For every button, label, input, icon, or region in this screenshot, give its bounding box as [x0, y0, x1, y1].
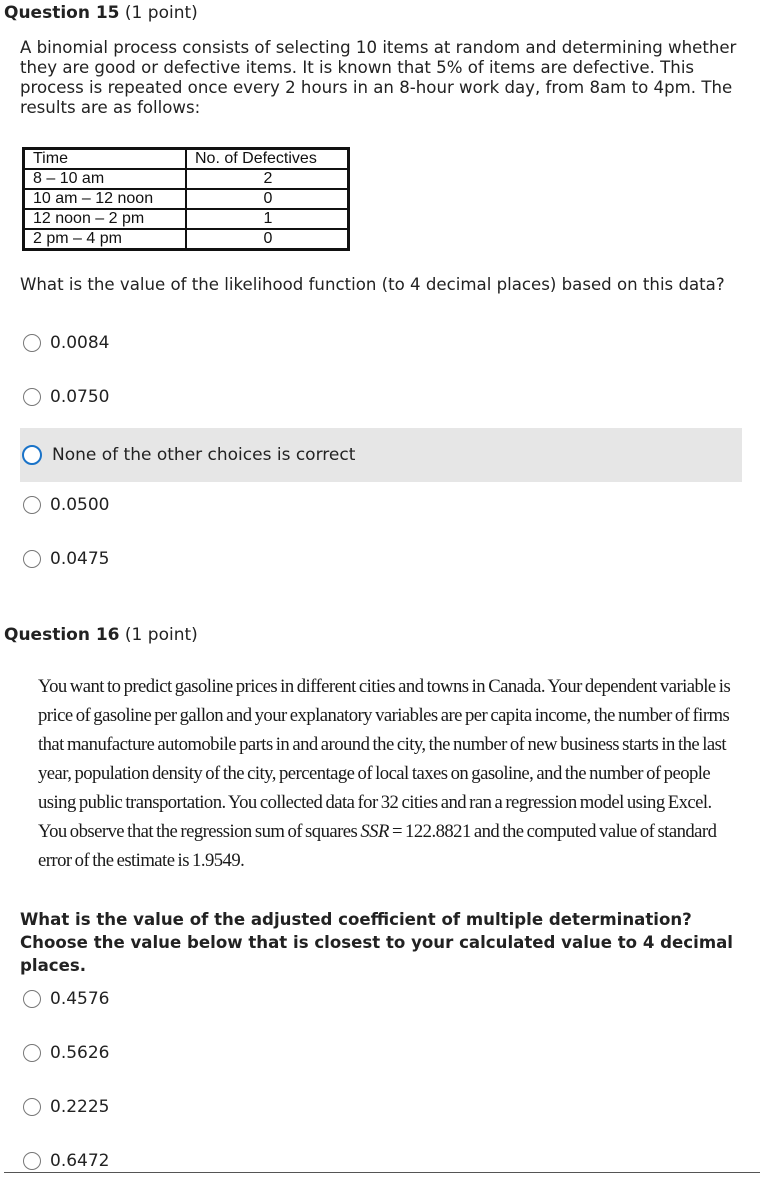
question-16-header — [4, 624, 198, 646]
question-16-title: Question 16 — [4, 625, 120, 645]
q16-option-3[interactable] — [20, 1080, 742, 1134]
q16-option-1[interactable] — [20, 972, 742, 1026]
radio-button[interactable] — [23, 1152, 41, 1170]
table-header-row — [24, 149, 349, 170]
table-cell-defectives: 2 — [186, 169, 349, 189]
q15-option-1[interactable] — [20, 316, 742, 370]
table-row — [24, 209, 349, 229]
table-row — [24, 189, 349, 209]
question-15-points: (1 point) — [124, 3, 198, 23]
question-16-points: (1 point) — [124, 625, 198, 645]
q15-option-4[interactable] — [20, 478, 742, 532]
radio-button[interactable] — [23, 1044, 41, 1062]
table-row — [24, 169, 349, 189]
bottom-divider — [4, 1172, 760, 1173]
q16-option-4[interactable] — [20, 1134, 742, 1188]
scenario-text-part-2: = 122.8821 and the computed value of standard error of the estimate is 1.9549. — [38, 821, 717, 871]
q15-option-2[interactable] — [20, 370, 742, 424]
q15-option-5[interactable] — [20, 532, 742, 586]
option-label: 0.6472 — [50, 1151, 110, 1171]
option-label: 0.2225 — [50, 1097, 110, 1117]
radio-button[interactable] — [22, 445, 42, 465]
question-15-question: What is the value of the likelihood function (to 4 decimal places) based on this data? — [20, 275, 725, 294]
option-label: 0.5626 — [50, 1043, 110, 1063]
defectives-table — [22, 147, 350, 251]
question-16-question: What is the value of the adjusted coefficient of multiple determination? Choose the value below that is closest to your calculated value to 4 decimal places. — [20, 910, 733, 975]
option-label: None of the other choices is correct — [52, 445, 356, 465]
q16-option-2[interactable] — [20, 1026, 742, 1080]
option-label: 0.0084 — [50, 333, 110, 353]
radio-button[interactable] — [23, 334, 41, 352]
radio-button[interactable] — [23, 496, 41, 514]
table-cell-time: 2 pm – 4 pm — [24, 229, 187, 250]
radio-button[interactable] — [23, 1098, 41, 1116]
question-15-title: Question 15 — [4, 3, 120, 23]
q15-option-3[interactable] — [20, 428, 742, 482]
table-header-time: Time — [24, 149, 187, 170]
table-cell-defectives: 0 — [186, 229, 349, 250]
table-cell-defectives: 0 — [186, 189, 349, 209]
scenario-text-part-1: You want to predict gasoline prices in different cities and towns in Canada. Your dependent variable is price of gasoline per gallon and your explanatory variables are per capita income, the number of firms that manufacture automobile parts in and around the city, the number of new business starts in the last year, population density of the city, percentage of local taxes on gasoline, and the number of people using public transportation. You collected data for 32 cities and ran a regression model using Excel. You observe that the regression sum of squares — [38, 676, 731, 842]
table-cell-time: 12 noon – 2 pm — [24, 209, 187, 229]
table-header-defectives: No. of Defectives — [186, 149, 349, 170]
radio-button[interactable] — [23, 990, 41, 1008]
question-15-header — [4, 2, 198, 24]
table-cell-time: 8 – 10 am — [24, 169, 187, 189]
radio-button[interactable] — [23, 388, 41, 406]
question-15-prompt: A binomial process consists of selecting 10 items at random and determining whether they are good or defective items. It is known that 5% of items are defective. This process is repeated once every 2 hours in an 8-hour work day, from 8am to 4pm. The results are as follows: — [20, 38, 737, 117]
radio-button[interactable] — [23, 550, 41, 568]
option-label: 0.4576 — [50, 989, 110, 1009]
ssr-symbol: SSR — [360, 821, 389, 842]
table-cell-defectives: 1 — [186, 209, 349, 229]
table-cell-time: 10 am – 12 noon — [24, 189, 187, 209]
option-label: 0.0475 — [50, 549, 110, 569]
question-16-scenario-image — [38, 672, 738, 875]
option-label: 0.0500 — [50, 495, 110, 515]
table-row — [24, 229, 349, 250]
option-label: 0.0750 — [50, 387, 110, 407]
